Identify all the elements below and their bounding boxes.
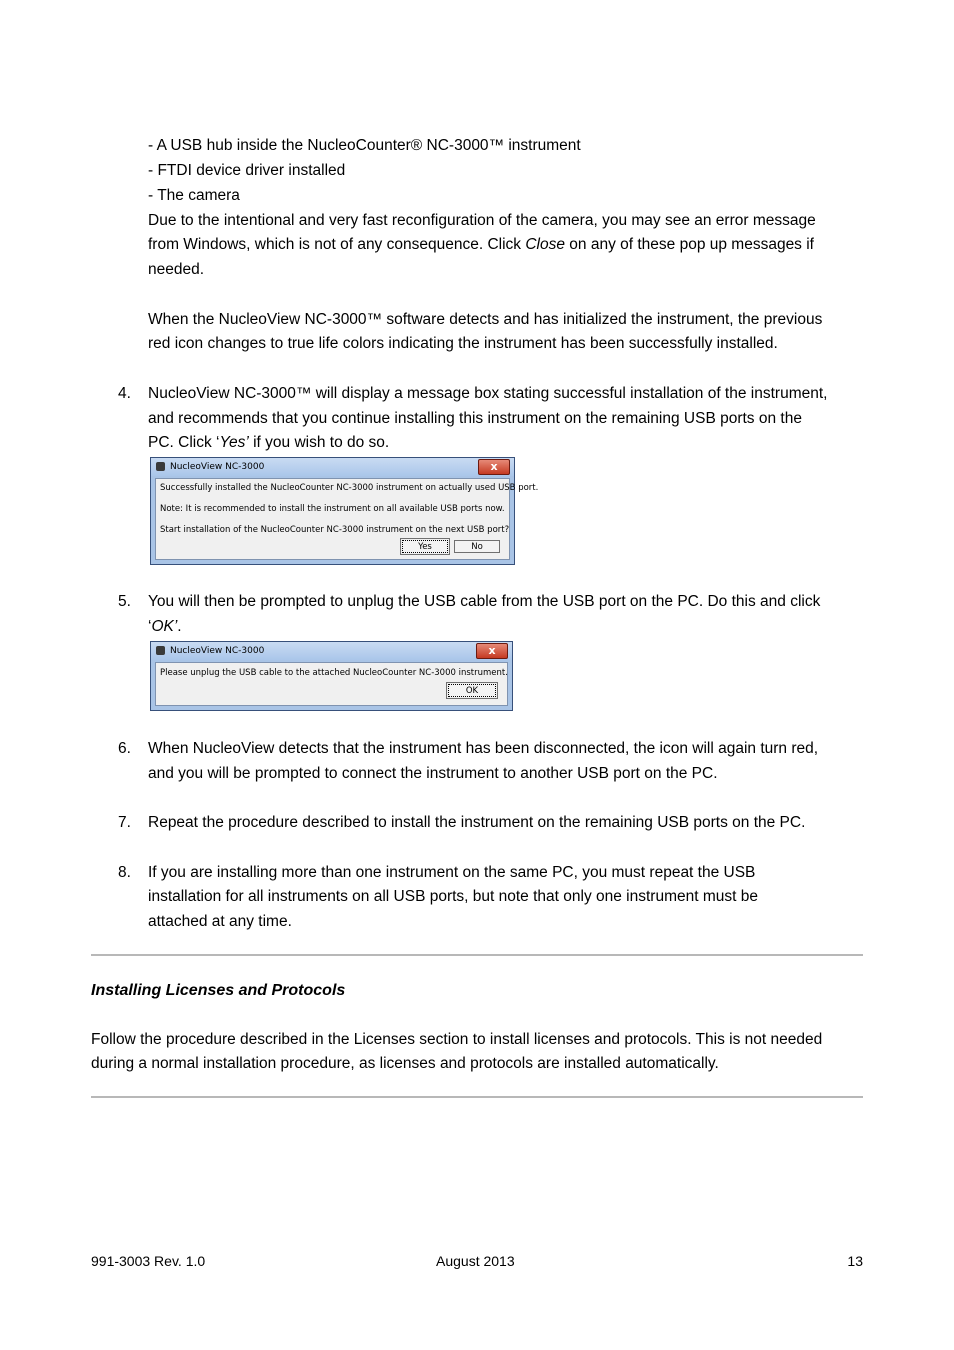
- unplug-usb-dialog: [150, 641, 513, 711]
- step-5-line2: ‘OK’.: [148, 618, 182, 635]
- step-6-line1: When NucleoView detects that the instrument has been disconnected, the icon will again turn red,: [148, 740, 819, 757]
- ok-button[interactable]: OK: [448, 684, 496, 697]
- step-5-line1: You will then be prompted to unplug the USB cable from the USB port on the PC. Do this and click: [148, 593, 821, 610]
- step-6-number: 6.: [118, 740, 131, 757]
- intro-para1-line3: needed.: [148, 261, 205, 278]
- step-7-number: 7.: [118, 814, 131, 831]
- step-5-number: 5.: [118, 593, 131, 610]
- step-4-line1: NucleoView NC-3000™ will display a message box stating successful installation of the instrument,: [148, 385, 828, 402]
- section-divider: [91, 1096, 863, 1098]
- section-divider: [91, 954, 863, 956]
- step-8-number: 8.: [118, 864, 131, 881]
- yes-button[interactable]: Yes: [402, 540, 448, 553]
- footer-date: August 2013: [436, 1253, 515, 1269]
- close-icon[interactable]: x: [476, 643, 508, 659]
- bullet-usb-hub: - A USB hub inside the NucleoCounter® NC-3000™ instrument: [148, 137, 581, 154]
- footer-page-number: 13: [847, 1253, 863, 1269]
- step-4-line3: PC. Click ‘Yes’ if you wish to do so.: [148, 434, 390, 451]
- dialog-title: NucleoView NC-3000: [170, 462, 265, 472]
- section-para-line1: Follow the procedure described in the Licenses section to install licenses and protocols. This is not needed: [91, 1031, 823, 1048]
- step-8-line3: attached at any time.: [148, 913, 292, 930]
- app-icon: [156, 462, 165, 471]
- intro-para2-line2: red icon changes to true life colors indicating the instrument has been successfully installed.: [148, 335, 778, 352]
- footer-doc-number: 991-3003 Rev. 1.0: [91, 1253, 206, 1269]
- step-4-line2: and recommends that you continue installing this instrument on the remaining USB ports on the: [148, 410, 802, 427]
- step-7-line1: Repeat the procedure described to install the instrument on the remaining USB ports on the PC.: [148, 814, 806, 831]
- step-4-number: 4.: [118, 385, 131, 402]
- close-icon[interactable]: x: [478, 459, 510, 475]
- section-heading: Installing Licenses and Protocols: [91, 982, 346, 999]
- dialog-titlebar: [151, 458, 514, 476]
- app-icon: [156, 646, 165, 655]
- intro-para1-line1: Due to the intentional and very fast reconfiguration of the camera, you may see an error message: [148, 212, 816, 229]
- intro-para2-line1: When the NucleoView NC-3000™ software detects and has initialized the instrument, the previous: [148, 311, 823, 328]
- dialog-body: [155, 478, 539, 560]
- install-success-dialog: [150, 457, 539, 565]
- dialog-message-line: Please unplug the USB cable to the attached NucleoCounter NC-3000 instrument.: [160, 668, 508, 678]
- dialog-message-line: Note: It is recommended to install the instrument on all available USB ports now.: [160, 504, 505, 514]
- dialog-titlebar: [151, 642, 512, 660]
- no-button[interactable]: No: [454, 540, 500, 553]
- step-8-line2: installation for all instruments on all USB ports, but note that only one instrument must be: [148, 888, 758, 905]
- step-8-line1: If you are installing more than one instrument on the same PC, you must repeat the USB: [148, 864, 756, 881]
- dialog-message-line: Start installation of the NucleoCounter NC-3000 instrument on the next USB port?: [160, 525, 510, 535]
- bullet-ftdi-driver: - FTDI device driver installed: [148, 162, 346, 179]
- dialog-title: NucleoView NC-3000: [170, 646, 265, 656]
- step-6-line2: and you will be prompted to connect the instrument to another USB port on the PC.: [148, 765, 718, 782]
- dialog-message-line: Successfully installed the NucleoCounter NC-3000 instrument on actually used USB port.: [160, 483, 539, 493]
- bullet-camera: - The camera: [148, 187, 240, 204]
- section-para-line2: during a normal installation procedure, as licenses and protocols are installed automatically.: [91, 1055, 719, 1072]
- dialog-body: [155, 662, 508, 706]
- intro-para1-line2: from Windows, which is not of any consequence. Click Close on any of these pop up messages if: [148, 236, 814, 253]
